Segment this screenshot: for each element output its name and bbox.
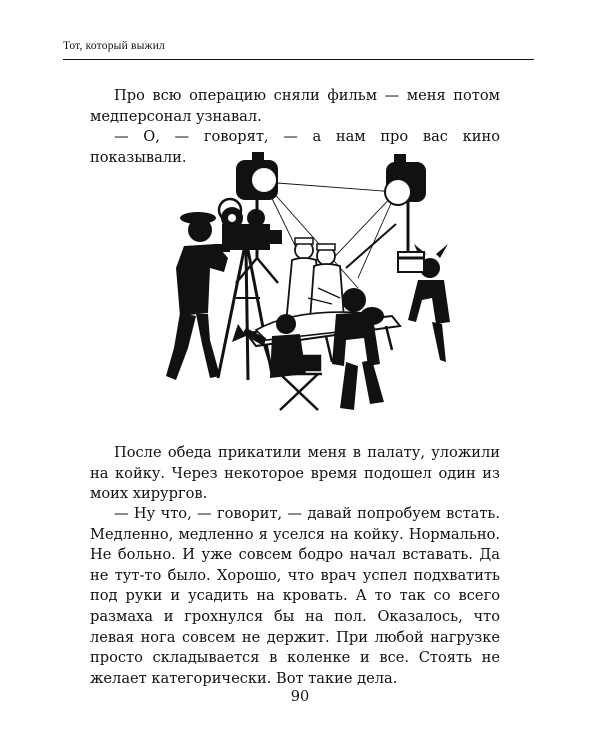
running-header: Тот, который выжил bbox=[63, 40, 165, 52]
paragraph-2: — О, — говорят, — а нам про вас кино показывали. bbox=[90, 128, 500, 166]
film-crew-illustration bbox=[96, 148, 500, 418]
paragraph-1: Про всю операцию сняли фильм — меня потом медперсонал узнавал. bbox=[90, 87, 500, 125]
surgeons bbox=[286, 238, 344, 324]
page-number: 90 bbox=[290, 689, 310, 705]
paragraph-4: — Ну что, — говорит, — давай попробуем встать. Медленно, медленно я уселся на койку. Нормально. Не больно. И уже совсем бодро начал вставать. Да не тут-то было. Хорошо, что врач успел подхватить под руки и усадить на кровать. А то так со всего размаха и грохнулся бы на пол. Оказалось, что левая нога совсем не держит. При любой нагрузке просто складывается в коленке и все. Стоять не желает категорически. Вот такие дела. bbox=[90, 505, 500, 687]
header-rule bbox=[63, 59, 534, 60]
right-spotlight bbox=[385, 154, 426, 258]
clapperboard-assistant bbox=[398, 244, 450, 362]
cameraman bbox=[166, 212, 230, 380]
paragraph-3: После обеда прикатили меня в палату, уложили на койку. Через некоторое время подошел один из моих хирургов. bbox=[90, 444, 500, 503]
